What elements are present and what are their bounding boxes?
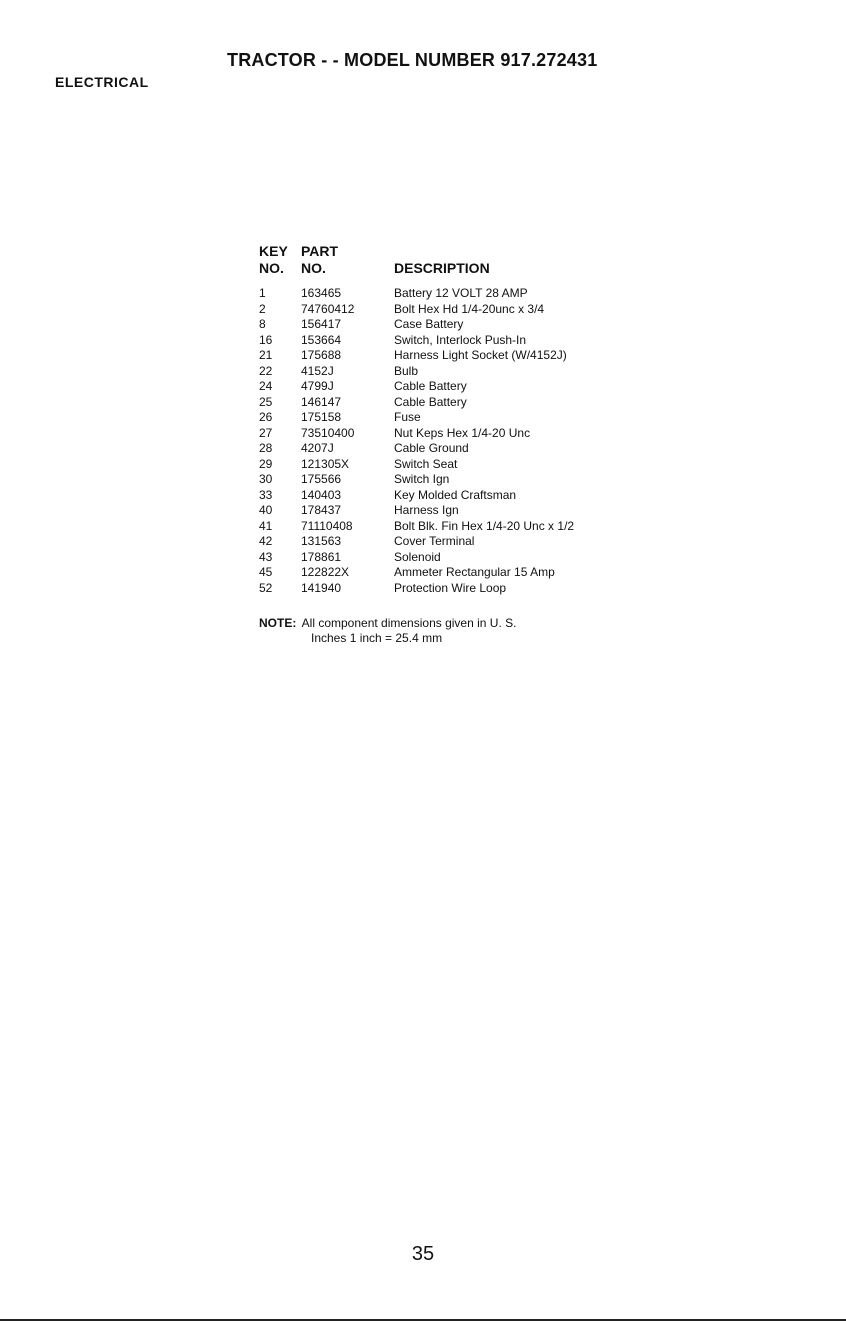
table-row xyxy=(259,333,574,349)
key-no: 43 xyxy=(259,549,273,564)
part-no: 175566 xyxy=(301,472,342,486)
table-row xyxy=(259,317,574,333)
bottom-rule xyxy=(0,1319,846,1321)
description-header: DESCRIPTION xyxy=(394,260,490,276)
key-no: 45 xyxy=(259,565,273,579)
part-no: 4152J xyxy=(301,363,334,378)
part-description: Cable Ground xyxy=(394,441,469,455)
key-no: 21 xyxy=(259,348,273,362)
note-label: NOTE: xyxy=(259,616,297,630)
key-no: 41 xyxy=(259,518,273,533)
part-description: Bolt Blk. Fin Hex 1/4-20 Unc x 1/2 xyxy=(394,518,575,533)
key-no: 2 xyxy=(259,301,266,316)
key-no: 8 xyxy=(259,317,266,331)
table-row xyxy=(259,302,574,318)
key-no: 25 xyxy=(259,394,273,409)
part-description: Switch Ign xyxy=(394,472,450,486)
key-no: 26 xyxy=(259,410,273,424)
table-row xyxy=(259,379,574,395)
part-no: 175688 xyxy=(301,348,342,362)
key-header-bottom: NO. xyxy=(259,260,284,276)
part-description: Switch Seat xyxy=(394,456,458,471)
page-title: TRACTOR - - MODEL NUMBER 917.272431 xyxy=(227,50,598,70)
part-header-bottom: NO. xyxy=(301,260,326,276)
key-header-top: KEY xyxy=(259,243,288,259)
part-header-top: PART xyxy=(301,243,339,259)
part-description: Nut Keps Hex 1/4-20 Unc xyxy=(394,425,531,440)
key-no: 42 xyxy=(259,534,273,548)
key-no: 27 xyxy=(259,425,273,440)
part-no: 175158 xyxy=(301,410,342,424)
part-description: Key Molded Craftsman xyxy=(394,487,517,502)
part-description: Case Battery xyxy=(394,317,464,331)
table-row xyxy=(259,534,574,550)
part-no: 4799J xyxy=(301,379,334,393)
part-description: Bulb xyxy=(394,363,419,378)
table-row xyxy=(259,519,574,535)
table-row xyxy=(259,410,574,426)
part-no: 121305X xyxy=(301,456,350,471)
table-row xyxy=(259,286,574,302)
key-no: 28 xyxy=(259,441,273,455)
part-no: 131563 xyxy=(301,534,342,548)
part-no: 71110408 xyxy=(301,518,353,533)
note-line-1: All component dimensions given in U. S. xyxy=(301,616,517,630)
key-no: 52 xyxy=(259,580,273,595)
part-no: 178437 xyxy=(301,503,342,517)
note xyxy=(259,616,516,646)
table-row xyxy=(259,395,574,411)
part-description: Battery 12 VOLT 28 AMP xyxy=(394,286,528,300)
part-description: Ammeter Rectangular 15 Amp xyxy=(394,565,555,579)
table-row xyxy=(259,503,574,519)
part-description: Bolt Hex Hd 1/4-20unc x 3/4 xyxy=(394,301,545,316)
part-no: 4207J xyxy=(301,441,334,455)
part-no: 74760412 xyxy=(301,301,355,316)
part-no: 178861 xyxy=(301,549,342,564)
part-no: 153664 xyxy=(301,332,342,347)
section-heading: ELECTRICAL xyxy=(55,74,149,90)
parts-list xyxy=(259,243,574,596)
part-description: Solenoid xyxy=(394,549,441,564)
part-no: 140403 xyxy=(301,487,342,502)
key-no: 24 xyxy=(259,379,273,393)
note-line-2: Inches 1 inch = 25.4 mm xyxy=(311,631,443,645)
part-description: Cover Terminal xyxy=(394,534,475,548)
part-description: Cable Battery xyxy=(394,379,467,393)
part-no: 146147 xyxy=(301,394,342,409)
table-row xyxy=(259,550,574,566)
table-row xyxy=(259,441,574,457)
table-row xyxy=(259,364,574,380)
key-no: 1 xyxy=(259,286,266,300)
table-row xyxy=(259,565,574,581)
parts-rows xyxy=(259,286,574,596)
key-no: 16 xyxy=(259,332,273,347)
key-no: 29 xyxy=(259,456,273,471)
part-no: 141940 xyxy=(301,580,342,595)
part-description: Protection Wire Loop xyxy=(394,580,507,595)
part-no: 122822X xyxy=(301,565,350,579)
table-row xyxy=(259,472,574,488)
key-no: 22 xyxy=(259,363,273,378)
part-no: 163465 xyxy=(301,286,342,300)
table-row xyxy=(259,348,574,364)
table-row xyxy=(259,488,574,504)
part-description: Cable Battery xyxy=(394,394,467,409)
part-description: Switch, Interlock Push-In xyxy=(394,332,527,347)
parts-header-bottom xyxy=(259,260,574,277)
key-no: 30 xyxy=(259,472,273,486)
page-number: 35 xyxy=(411,1243,435,1265)
part-description: Harness Light Socket (W/4152J) xyxy=(394,348,567,362)
part-description: Harness Ign xyxy=(394,503,459,517)
part-description: Fuse xyxy=(394,410,421,424)
key-no: 40 xyxy=(259,503,273,517)
table-row xyxy=(259,457,574,473)
part-no: 156417 xyxy=(301,317,342,331)
table-row xyxy=(259,581,574,597)
table-row xyxy=(259,426,574,442)
parts-header-top xyxy=(259,243,574,260)
part-no: 73510400 xyxy=(301,425,355,440)
key-no: 33 xyxy=(259,487,273,502)
